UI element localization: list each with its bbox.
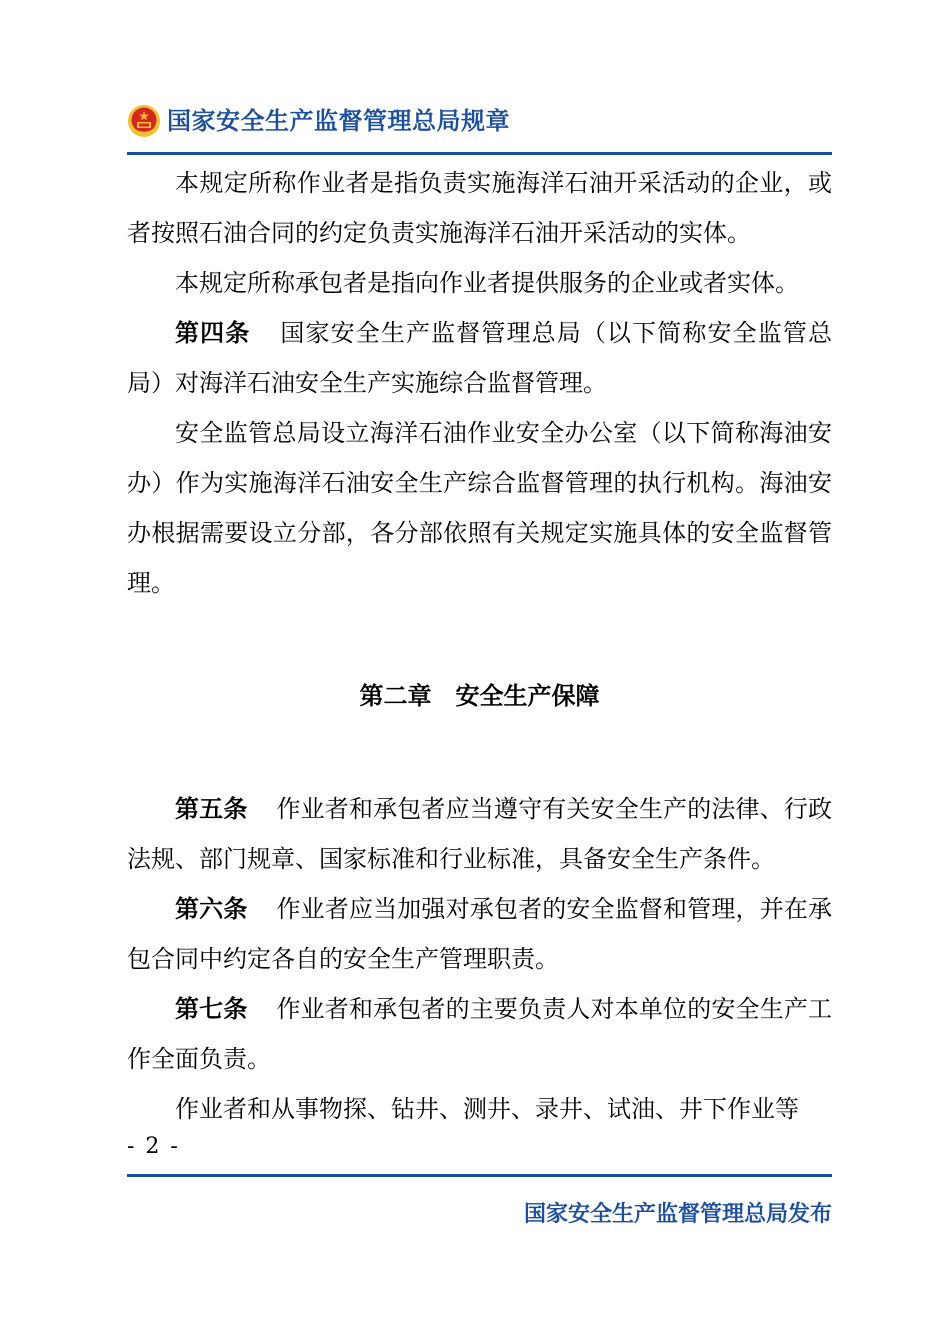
footer-divider (127, 1174, 832, 1177)
article-6 (127, 884, 832, 984)
article-7 (127, 984, 832, 1084)
article-4-number: 第四条 (175, 319, 251, 347)
chapter-number: 第二章 (359, 682, 432, 710)
national-emblem-icon (127, 104, 161, 138)
article-6-number: 第六条 (175, 895, 248, 923)
paragraph-office: 安全监管总局设立海洋石油作业安全办公室（以下简称海油安办）作为实施海洋石油安全生产综合监督管理的执行机构。海油安办根据需要设立分部，各分部依照有关规定实施具体的安全监督管理。 (127, 419, 832, 597)
chapter-heading (127, 678, 832, 714)
article-4 (127, 308, 832, 408)
footer-publisher: 国家安全生产监督管理总局发布 (523, 1202, 832, 1227)
article-7-number: 第七条 (175, 995, 248, 1023)
document-body (127, 158, 832, 1134)
header-divider (127, 152, 832, 155)
article-5 (127, 784, 832, 884)
page-number: - 2 - (127, 1134, 180, 1159)
paragraph-contractor-definition: 本规定所称承包者是指向作业者提供服务的企业或者实体。 (175, 269, 799, 297)
paragraph-operator-definition: 本规定所称作业者是指负责实施海洋石油开采活动的企业，或者按照石油合同的约定负责实施海洋石油开采活动的实体。 (127, 169, 832, 247)
article-7-text: 作业者和承包者的主要负责人对本单位的安全生产工作全面负责。 (127, 995, 833, 1073)
header-title: 国家安全生产监督管理总局规章 (167, 107, 510, 135)
paragraph-last: 作业者和从事物探、钻井、测井、录井、试油、井下作业等 (175, 1095, 799, 1123)
chapter-title: 安全生产保障 (455, 682, 600, 710)
article-5-number: 第五条 (175, 795, 248, 823)
article-6-text: 作业者应当加强对承包者的安全监督和管理，并在承包合同中约定各自的安全生产管理职责。 (127, 895, 833, 973)
page-header (127, 100, 832, 144)
article-5-text: 作业者和承包者应当遵守有关安全生产的法律、行政法规、部门规章、国家标准和行业标准，具备安全生产条件。 (127, 795, 833, 873)
article-4-text: 国家安全生产监督管理总局（以下简称安全监管总局）对海洋石油安全生产实施综合监督管理。 (127, 319, 833, 397)
